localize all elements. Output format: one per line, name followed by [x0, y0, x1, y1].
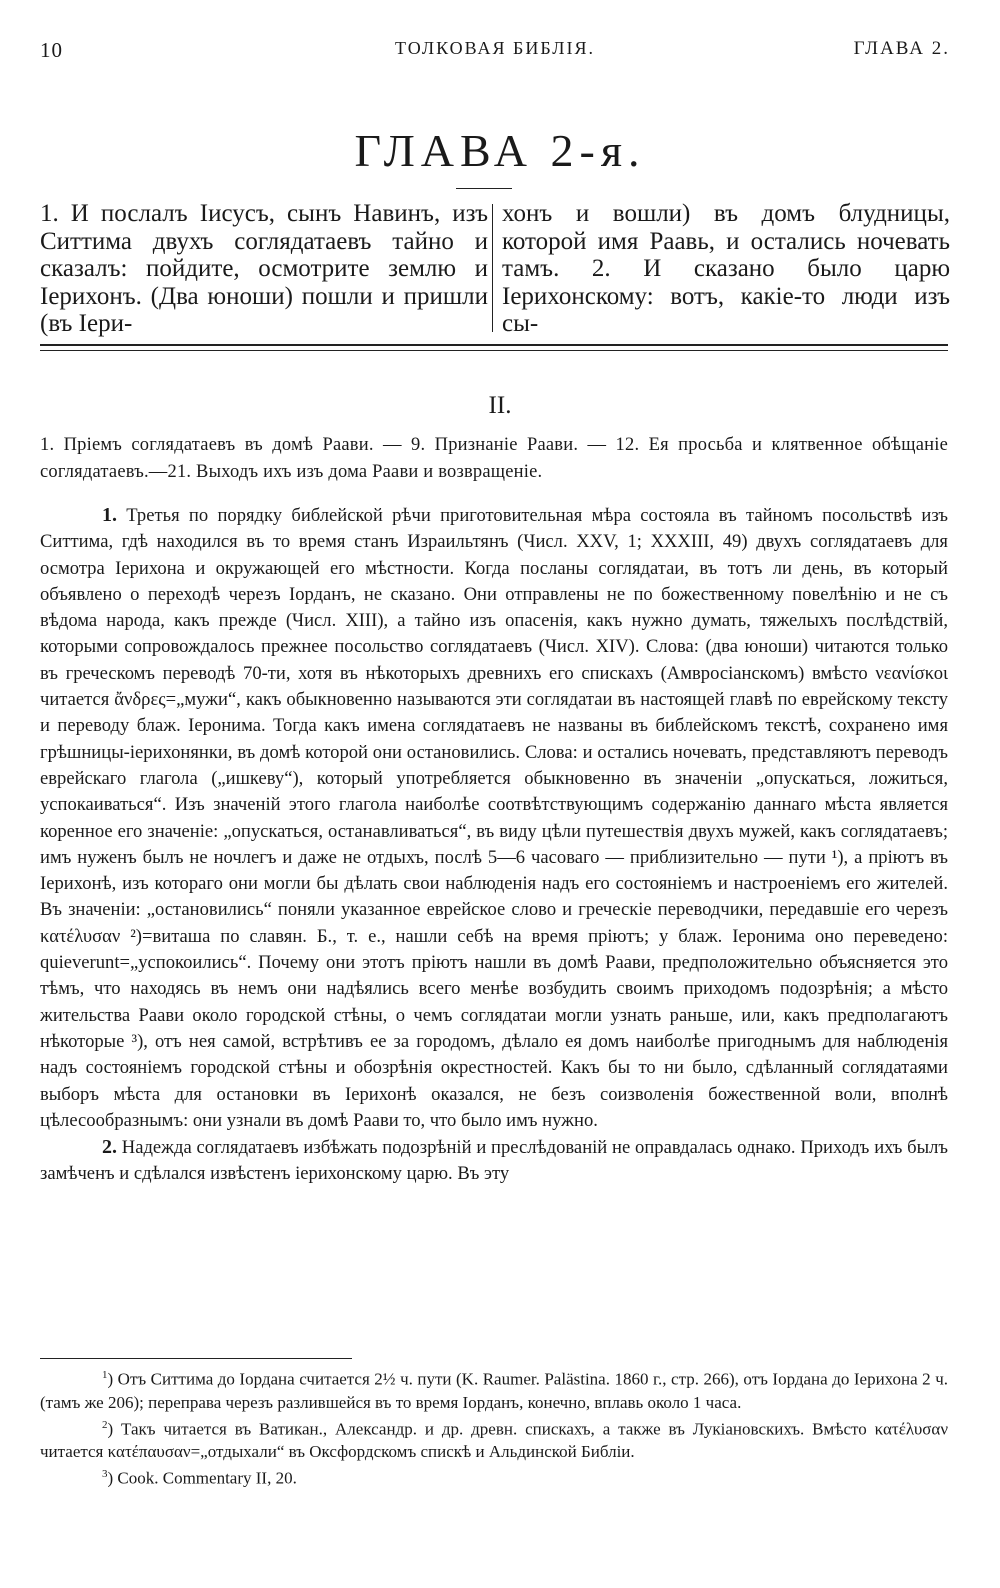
section-numeral: II.	[488, 392, 512, 419]
footnote-text: ) Отъ Ситтима до Іордана считается 2½ ч. пути (K. Raumer. Palästina. 1860 г., стр. 266), отъ Іордана до Іерихона 2 ч. (тамъ же 206); переправа черезъ разлившейся въ то время Іорданъ, конечно, вплавь около 1 часа.	[40, 1369, 948, 1412]
footnote	[40, 1414, 948, 1464]
footnote-text: ) Такъ читается въ Ватикан., Александр. и др. древн. спискахъ, а также въ Лукіановскихъ. Вмѣсто κατέλυσαν читается κατέπαυσαν=„отдыхали“ въ Оксфордскомъ спискѣ и Альдинской Библіи.	[40, 1419, 948, 1462]
paragraph-text: Третья по порядку библейской рѣчи приготовительная мѣра состояла въ тайномъ посольствѣ изъ Ситтима, гдѣ находился въ то время станъ Израильтянъ (Числ. XXV, 1; XXXIII, 49) двухъ соглядатаевъ для осмотра Іерихона и окружающей его мѣстности. Когда посланы соглядатаи, въ тотъ ли день, въ который объявлено о переходѣ черезъ Іорданъ, не сказано. Они отправлены не по божественному повелѣнію и не съ вѣдома народа, какъ прежде (Числ. XIII), а тайно изъ опасенія, какъ нужно думать, тяжелыхъ послѣдствій, которыми сопровождалось прежнее посольство соглядатаевъ (Числ. XIV). Слова: (два юноши) читаются только въ греческомъ переводѣ 70-ти, хотя въ нѣкоторыхъ древнихъ его спискахъ (Амвросіанскомъ) вмѣсто νεανίσκοι читается ἄνδρες=„мужи“, какъ обыкновенно называются эти соглядатаи въ настоящей главѣ по еврейскому тексту и переводу блаж. Іеронима. Тогда какъ имена соглядатаевъ не названы въ библейскомъ текстѣ, сохранено имя грѣшницы-іерихонянки, въ домѣ которой они остановились. Слова: и остались ночевать, представляютъ переводъ еврейскаго глагола („ишкеву“), который употребляется обыкновенно въ значеніи „опускаться, ложиться, успокаиваться“. Изъ значеній этого глагола наиболѣе соотвѣтствующимъ содержанію даннаго мѣста является коренное его значеніе: „опускаться, останавливаться“, въ виду цѣли путешествія двухъ мужей, какъ соглядатаевъ; имъ нуженъ былъ не ночлегъ и даже не отдыхъ, послѣ 5—6 часоваго — приблизительно — пути ¹), а пріютъ въ Іерихонѣ, изъ котораго они могли бы дѣлать свои наблюденія надъ его состояніемъ и настроеніемъ его жителей. Въ значеніи: „остановились“ поняли указанное еврейское слово и греческіе переводчики, передавшіе его черезъ κατέλυσαν ²)=виташа по славян. Б., т. е., нашли себѣ на время пріютъ; у блаж. Іеронима оно переведено: quieverunt=„успокоились“. Почему они этотъ пріютъ нашли въ домѣ Раави, предположительно объясняется это тѣмъ, что находясь въ немъ они надѣялись всего менѣе возбудить своимъ приходомъ подозрѣнія; а мѣсто жительства Раави около городской стѣны, о чемъ соглядатаи могли узнать раньше, или, какъ предполагаютъ нѣкоторые ³), отъ нея самой, встрѣтивъ ее за городомъ, дѣлало ея домъ наиболѣе пригоднымъ для наблюденія надъ состояніемъ городской стѣны и обозрѣнія окрестностей. Какъ бы то ни было, сдѣланный соглядатаями выборъ мѣста для остановки въ Іерихонѣ оказался, не безъ соизволенія божественной воли, вполнѣ цѣлесообразнымъ: они узнали въ домѣ Раави то, что было имъ нужно.	[40, 505, 948, 1131]
bible-text-right-column: хонъ и вошли) въ домъ блудницы, которой имя Раавь, и остались ночевать тамъ. 2. И сказано было царю Іерихонскому: вотъ, какіе-то люди изъ сы-	[502, 200, 950, 337]
footnote-marker: 2	[102, 1418, 108, 1431]
double-rule	[40, 344, 948, 351]
footnote-text: ) Cook. Commentary II, 20.	[107, 1468, 297, 1488]
commentary	[40, 502, 948, 1188]
footnote	[40, 1364, 948, 1414]
verse-number: 2.	[102, 1136, 117, 1159]
bible-text-left-column: 1. И послалъ Іисусъ, сынъ Навинъ, изъ Ситтима двухъ соглядатаевъ тайно и сказалъ: пойдите, осмотрите землю и Іерихонъ. (Два юноши) пошли и пришли (въ Іери-	[40, 200, 488, 337]
verse-number: 1.	[102, 504, 117, 526]
title-rule	[456, 188, 512, 189]
running-title: ТОЛКОВАЯ БИБЛІЯ.	[395, 38, 595, 58]
footnote-marker: 1	[102, 1369, 108, 1381]
commentary-paragraph	[40, 1134, 948, 1188]
page-number: 10	[40, 38, 63, 62]
footnote-rule	[40, 1358, 352, 1359]
footnotes	[40, 1364, 948, 1490]
chapter-summary: 1. Пріемъ соглядатаевъ въ домѣ Раави. — 9. Признаніе Раави. — 12. Ея просьба и клятвенное обѣщаніе соглядатаевъ.—21. Выходъ ихъ изъ дома Раави и возвращеніе.	[40, 435, 948, 482]
bible-text-block	[40, 200, 948, 338]
column-divider	[492, 204, 493, 332]
chapter-reference: ГЛАВА 2.	[853, 38, 950, 59]
commentary-paragraph	[40, 502, 948, 1134]
footnote-marker: 3	[102, 1468, 108, 1481]
paragraph-text: Надежда соглядатаевъ избѣжать подозрѣній и преслѣдованій не оправдалась однако. Приходъ ихъ былъ замѣченъ и сдѣлался извѣстенъ іерихонскому царю. Въ эту	[40, 1137, 948, 1185]
footnote	[40, 1463, 948, 1490]
running-header	[40, 38, 950, 68]
chapter-title: ГЛАВА 2-я.	[354, 125, 646, 176]
